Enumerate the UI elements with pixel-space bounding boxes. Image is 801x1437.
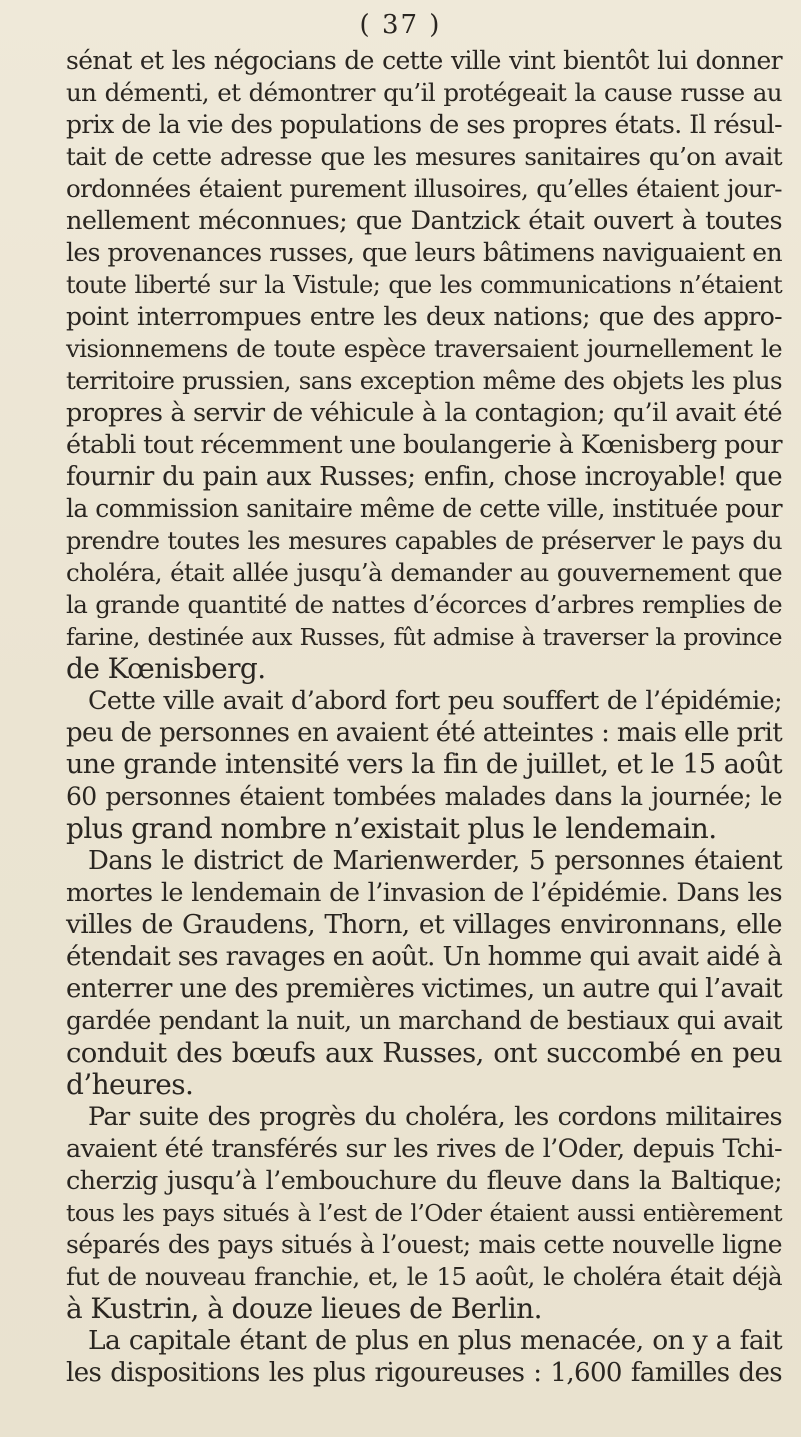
text-line: les provenances russes, que leurs bâtimens naviguaient en [66, 238, 782, 267]
text-line: Dans le district de Marienwerder, 5 personnes étaient [88, 846, 782, 876]
text-line: fut de nouveau franchie, et, le 15 août, le choléra était déjà [66, 1262, 782, 1291]
text-line: à Kustrin, à douze lieues de Berlin. [66, 1292, 542, 1325]
text-line: territoire prussien, sans exception même des objets les plus [66, 366, 782, 395]
text-line: les dispositions les plus rigoureuses : 1,600 familles des [66, 1358, 782, 1388]
text-line: Par suite des progrès du choléra, les cordons militaires [88, 1102, 782, 1132]
text-line: propres à servir de véhicule à la contagion; qu’il avait été [66, 398, 782, 428]
text-line: toute liberté sur la Vistule; que les communications n’étaient [66, 271, 782, 299]
text-line: point interrompues entre les deux nations; que des appro- [66, 302, 782, 331]
text-line: d’heures. [66, 1068, 194, 1101]
text-line: visionnemens de toute espèce traversaient journellement le [66, 334, 782, 363]
text-line: peu de personnes en avaient été atteintes : mais elle prit [66, 718, 783, 748]
text-line: conduit des bœufs aux Russes, ont succombé en peu [66, 1037, 782, 1069]
text-line: mortes le lendemain de l’invasion de l’épidémie. Dans les [66, 878, 782, 908]
text-line: cherzig jusqu’à l’embouchure du fleuve dans la Baltique; [66, 1166, 782, 1196]
text-line: plus grand nombre n’existait plus le lendemain. [66, 812, 717, 845]
text-line: ordonnées étaient purement illusoires, qu’elles étaient jour- [66, 174, 782, 203]
text-line: choléra, était allée jusqu’à demander au gouvernement que [66, 558, 782, 587]
text-line: nellement méconnues; que Dantzick était ouvert à toutes [66, 206, 782, 236]
paragraph [66, 685, 782, 845]
text-line: sénat et les négocians de cette ville vint bientôt lui donner [66, 46, 782, 75]
text-line: étendait ses ravages en août. Un homme qui avait aidé à [66, 942, 783, 972]
text-line: séparés des pays situés à l’ouest; mais cette nouvelle ligne [66, 1230, 782, 1259]
text-line: la grande quantité de nattes d’écorces d’arbres remplies de [66, 590, 782, 619]
paragraph [66, 45, 782, 685]
text-line: Cette ville avait d’abord fort peu souffert de l’épidémie; [88, 686, 782, 716]
text-line: la commission sanitaire même de cette ville, instituée pour [66, 494, 782, 523]
text-line: une grande intensité vers la fin de juillet, et le 15 août [66, 749, 782, 780]
text-line: La capitale étant de plus en plus menacée, on y a fait [88, 1325, 782, 1356]
text-line: farine, destinée aux Russes, fût admise à traverser la province [66, 623, 782, 651]
paragraph [66, 1325, 782, 1389]
paragraph [66, 1101, 782, 1325]
text-line: tait de cette adresse que les mesures sanitaires qu’on avait [66, 142, 782, 171]
text-line: enterrer une des premières victimes, un autre qui l’avait [66, 974, 782, 1004]
body-text [66, 45, 782, 1389]
text-line: tous les pays situés à l’est de l’Oder étaient aussi entièrement [66, 1199, 782, 1227]
text-line: de Kœnisberg. [66, 652, 266, 685]
page-number: ( 37 ) [359, 10, 442, 40]
text-line: un démenti, et démontrer qu’il protégeait la cause russe au [66, 78, 782, 107]
text-line: 60 personnes étaient tombées malades dans la journée; le [66, 782, 782, 811]
text-line: avaient été transférés sur les rives de l’Oder, depuis Tchi- [66, 1134, 782, 1164]
paragraph [66, 845, 782, 1101]
text-line: gardée pendant la nuit, un marchand de bestiaux qui avait [66, 1006, 782, 1035]
text-line: prix de la vie des populations de ses propres états. Il résul- [66, 110, 782, 139]
text-line: fournir du pain aux Russes; enfin, chose incroyable! que [66, 462, 782, 492]
text-line: prendre toutes les mesures capables de préserver le pays du [66, 527, 782, 555]
text-line: établi tout récemment une boulangerie à Kœnisberg pour [66, 430, 782, 460]
text-line: villes de Graudens, Thorn, et villages environnans, elle [66, 909, 782, 940]
